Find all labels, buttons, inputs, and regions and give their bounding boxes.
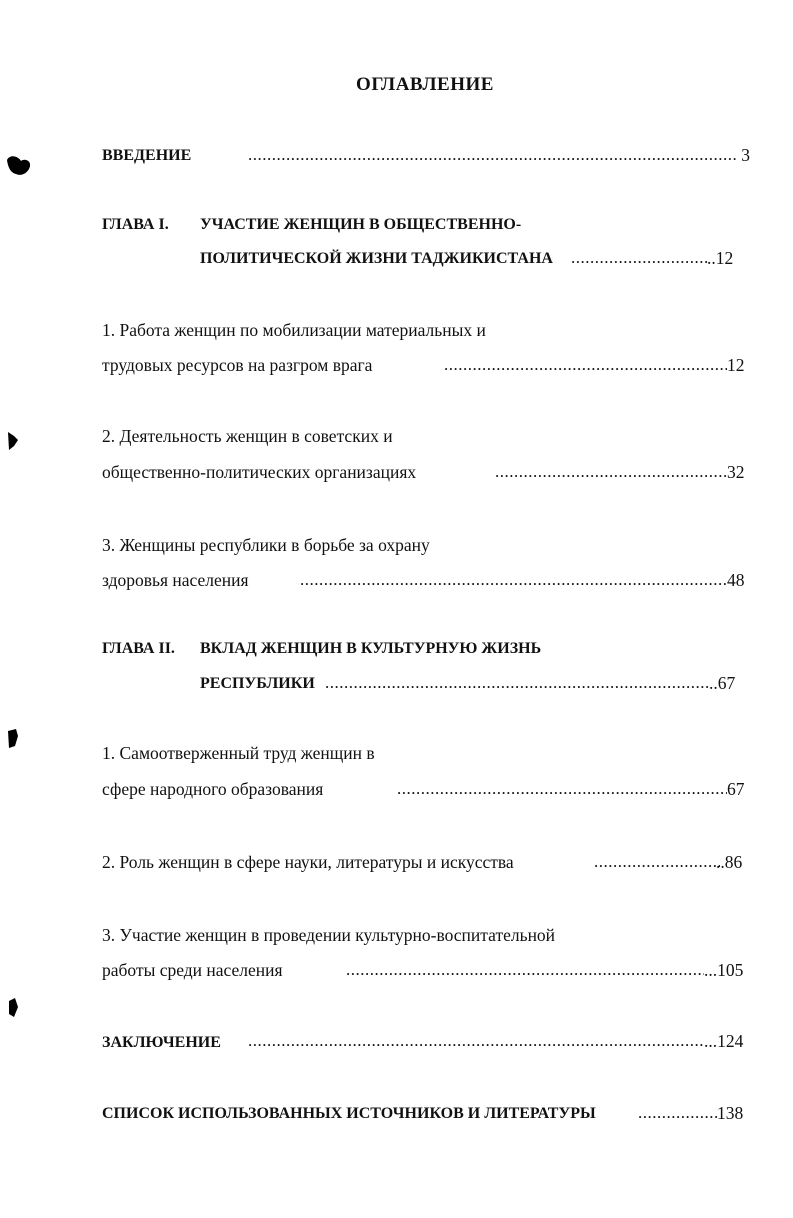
chapter-1-title-line2: ПОЛИТИЧЕСКОЙ ЖИЗНИ ТАДЖИКИСТАНА [200,250,553,267]
toc-leader [248,1031,704,1051]
toc-leader [495,462,727,482]
chapter-2-page: ..67 [709,673,736,693]
scan-mark-icon [6,728,20,750]
section-2-3-page: ...105 [704,960,744,980]
toc-sources-page: 138 [717,1103,744,1123]
chapter-2-title-line1: ВКЛАД ЖЕНЩИН В КУЛЬТУРНУЮ ЖИЗНЬ [200,640,542,657]
section-2-2-page: ..86 [716,852,743,872]
page-title: ОГЛАВЛЕНИЕ [356,74,494,95]
section-1-2-page: 32 [727,462,745,482]
section-1-1-page: 12 [727,355,745,375]
section-2-2-line1: 2. Роль женщин в сфере науки, литературы и искусства [102,852,514,872]
chapter-2-title-line2: РЕСПУБЛИКИ [200,675,315,692]
section-1-3-line1: 3. Женщины республики в борьбе за охрану [102,535,430,555]
toc-leader [325,673,710,693]
section-1-3-line2: здоровья населения [102,570,249,590]
toc-sources-label: СПИСОК ИСПОЛЬЗОВАННЫХ ИСТОЧНИКОВ И ЛИТЕРАТУРЫ [102,1105,596,1122]
toc-leader [346,960,704,980]
toc-intro-page: 3 [741,145,750,165]
toc-intro-label: ВВЕДЕНИЕ [102,147,192,164]
section-2-3-line2: работы среди населения [102,960,283,980]
section-1-3-page: 48 [727,570,745,590]
section-2-1-line2: сфере народного образования [102,779,324,799]
toc-conclusion-page: ...124 [704,1031,744,1051]
section-1-2-line2: общественно-политических организациях [102,462,417,482]
scan-mark-icon [6,997,20,1019]
toc-leader [571,248,709,268]
section-2-3-line1: 3. Участие женщин в проведении культурно-воспитательной [102,925,556,945]
section-1-1-line1: 1. Работа женщин по мобилизации материальных и [102,320,486,340]
chapter-1-page: ..12 [707,248,734,268]
toc-conclusion-label: ЗАКЛЮЧЕНИЕ [102,1034,221,1051]
chapter-2-number: ГЛАВА II. [102,640,175,657]
scan-mark-icon [6,430,20,452]
toc-leader [300,570,727,590]
toc-leader [248,145,736,165]
chapter-1-number: ГЛАВА I. [102,216,169,233]
chapter-1-title-line1: УЧАСТИЕ ЖЕНЩИН В ОБЩЕСТВЕННО- [200,216,522,233]
toc-leader [594,852,720,872]
section-2-1-page: 67 [727,779,745,799]
section-1-1-line2: трудовых ресурсов на разгром врага [102,355,373,375]
scan-mark-icon [4,152,34,182]
section-2-1-line1: 1. Самоотверженный труд женщин в [102,743,375,763]
section-1-2-line1: 2. Деятельность женщин в советских и [102,426,393,446]
toc-leader [444,355,727,375]
toc-leader [638,1103,718,1123]
toc-leader [397,779,727,799]
